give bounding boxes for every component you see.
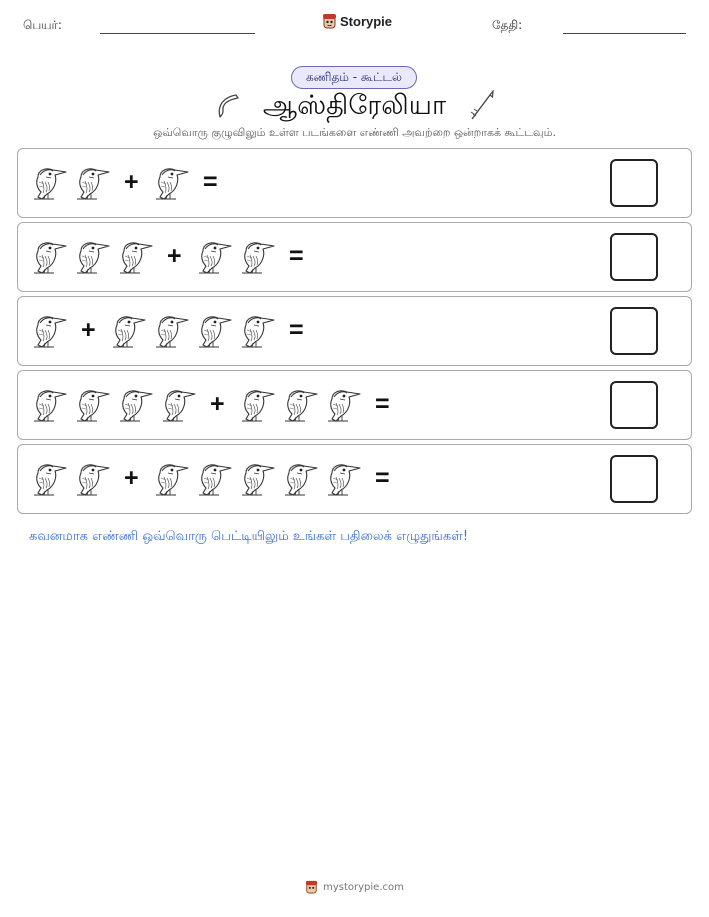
page-title: ஆஸ்திரேலியா xyxy=(262,90,447,121)
kookaburra-icon xyxy=(32,310,72,350)
kookaburra-icon xyxy=(111,310,151,350)
kookaburra-icon xyxy=(154,310,194,350)
plus-sign: + xyxy=(124,464,139,492)
kookaburra-icon xyxy=(154,162,194,202)
kookaburra-icon xyxy=(75,458,115,498)
answer-box[interactable] xyxy=(610,307,658,355)
kookaburra-icon xyxy=(197,310,237,350)
kookaburra-icon xyxy=(326,384,366,424)
kookaburra-icon xyxy=(240,458,280,498)
instruction-text: ஒவ்வொரு குழுவிலும் உள்ள படங்களை எண்ணி அவற்றை ஒன்றாகக் கூட்டவும். xyxy=(153,126,556,139)
kookaburra-icon xyxy=(75,236,115,276)
kookaburra-icon xyxy=(197,458,237,498)
kookaburra-icon xyxy=(32,384,72,424)
kookaburra-icon xyxy=(32,162,72,202)
answer-box[interactable] xyxy=(610,159,658,207)
kookaburra-icon xyxy=(118,384,158,424)
kookaburra-icon xyxy=(161,384,201,424)
answer-box[interactable] xyxy=(610,381,658,429)
equals-sign: = xyxy=(375,464,390,492)
brand-name: Storypie xyxy=(340,13,393,29)
date-write-line[interactable] xyxy=(563,33,686,34)
kookaburra-icon xyxy=(240,310,280,350)
problem-row xyxy=(17,222,692,292)
storypie-mascot-icon xyxy=(322,13,337,29)
answer-box[interactable] xyxy=(610,233,658,281)
kookaburra-icon xyxy=(75,162,115,202)
subject-badge: கணிதம் - கூட்டல் xyxy=(291,66,417,89)
problem-row xyxy=(17,148,692,218)
equals-sign: = xyxy=(289,316,304,344)
problem-row xyxy=(17,296,692,366)
plus-sign: + xyxy=(124,168,139,196)
kookaburra-icon xyxy=(32,458,72,498)
name-write-line[interactable] xyxy=(100,33,255,34)
kookaburra-icon xyxy=(197,236,237,276)
footer-url[interactable]: mystorypie.com xyxy=(323,881,404,893)
problem-row xyxy=(17,444,692,514)
kookaburra-icon xyxy=(283,384,323,424)
plus-sign: + xyxy=(210,390,225,418)
kookaburra-icon xyxy=(240,236,280,276)
plus-sign: + xyxy=(167,242,182,270)
footer xyxy=(0,880,709,894)
plus-sign: + xyxy=(81,316,96,344)
storypie-mascot-icon xyxy=(305,880,318,894)
spear-icon xyxy=(468,90,496,122)
kookaburra-icon xyxy=(75,384,115,424)
kookaburra-icon xyxy=(32,236,72,276)
kookaburra-icon xyxy=(240,384,280,424)
date-label: தேதி: xyxy=(492,18,523,32)
problem-row xyxy=(17,370,692,440)
kookaburra-icon xyxy=(326,458,366,498)
equals-sign: = xyxy=(375,390,390,418)
name-label: பெயர்: xyxy=(23,18,62,32)
storypie-logo xyxy=(322,13,392,29)
answer-box[interactable] xyxy=(610,455,658,503)
kookaburra-icon xyxy=(283,458,323,498)
kookaburra-icon xyxy=(154,458,194,498)
equals-sign: = xyxy=(203,168,218,196)
equals-sign: = xyxy=(289,242,304,270)
kookaburra-icon xyxy=(118,236,158,276)
footer-note: கவனமாக எண்ணி ஒவ்வொரு பெட்டியிலும் உங்கள் பதிலைக் எழுதுங்கள்! xyxy=(29,529,469,544)
